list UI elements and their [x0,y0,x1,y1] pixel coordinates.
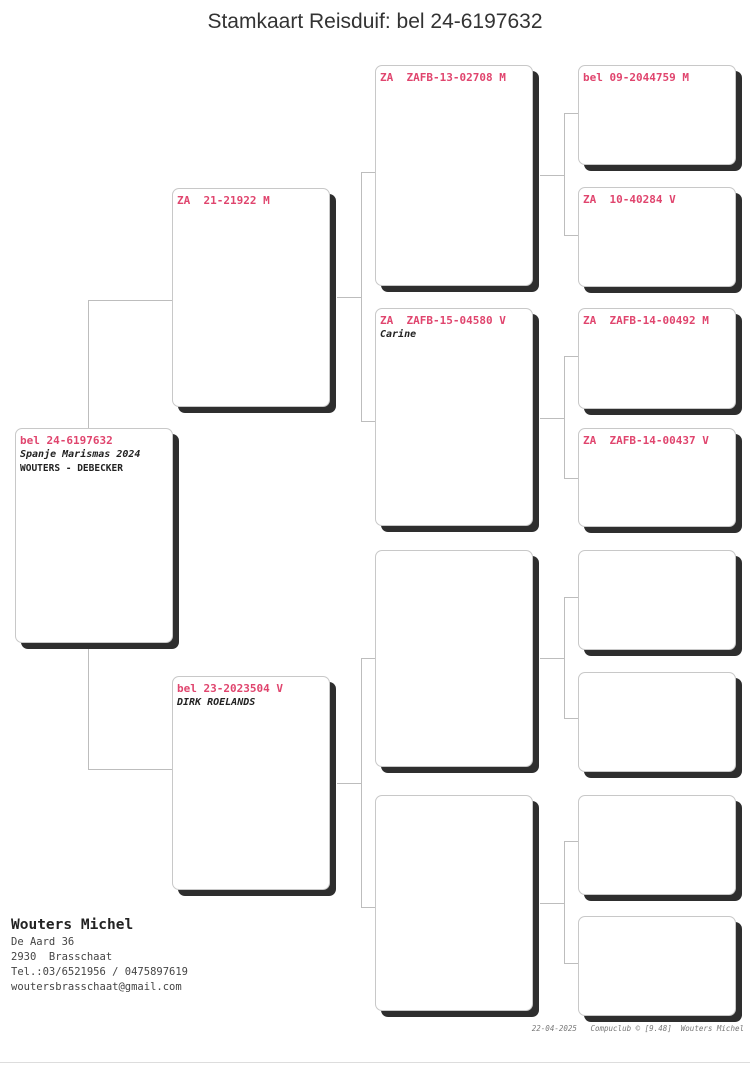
owner-block [11,915,188,995]
grandparent-ring: ZA ZAFB-13-02708 M [380,71,506,84]
connector-mother-branch [361,658,376,908]
card-grandparent-2[interactable] [375,308,533,526]
card-father[interactable] [172,188,330,407]
footer [532,1024,744,1033]
connector-father-branch [361,172,376,422]
connector-father [337,297,361,298]
card-great-grandparent-7[interactable] [578,795,736,895]
connector-gp2 [540,418,564,419]
great-grandparent-ring: ZA 10-40284 V [583,193,676,206]
bottom-divider [0,1062,750,1063]
connector-gp2-branch [564,356,579,479]
connector-mother [337,783,361,784]
card-subject[interactable] [15,428,173,643]
mother-name: DIRK ROELANDS [177,697,256,708]
great-grandparent-ring: bel 09-2044759 M [583,71,689,84]
mother-ring: bel 23-2023504 V [177,682,283,695]
connector-gp4 [540,903,564,904]
subject-race: Spanje Marismas 2024 [20,449,141,460]
great-grandparent-ring: ZA ZAFB-14-00437 V [583,434,709,447]
owner-phone: Tel.:03/6521956 / 0475897619 [11,966,189,978]
subject-breeder: WOUTERS - DEBECKER [20,463,123,474]
grandparent-ring: ZA ZAFB-15-04580 V [380,314,506,327]
great-grandparent-ring: ZA ZAFB-14-00492 M [583,314,709,327]
page-title: Stamkaart Reisduif: bel 24-6197632 [207,10,543,33]
card-mother[interactable] [172,676,330,890]
card-great-grandparent-8[interactable] [578,916,736,1016]
card-great-grandparent-5[interactable] [578,550,736,650]
card-great-grandparent-2[interactable] [578,187,736,287]
connector-gp3 [540,658,564,659]
card-grandparent-4[interactable] [375,795,533,1011]
owner-address: De Aard 36 [11,936,75,948]
card-grandparent-3[interactable] [375,550,533,767]
card-grandparent-1[interactable] [375,65,533,286]
card-great-grandparent-6[interactable] [578,672,736,772]
connector-gp1-branch [564,113,579,236]
connector-gp1 [540,175,564,176]
owner-email[interactable]: woutersbrasschaat@gmail.com [11,981,182,993]
footer-author: Wouters Michel [680,1024,744,1033]
connector-gp4-branch [564,841,579,964]
card-great-grandparent-1[interactable] [578,65,736,165]
card-great-grandparent-4[interactable] [578,428,736,527]
owner-name: Wouters Michel [11,917,134,933]
father-ring: ZA 21-21922 M [177,194,270,207]
connector-gp3-branch [564,597,579,719]
owner-city: 2930 Brasschaat [11,951,113,963]
footer-software: Compuclub © [9.48] [590,1024,672,1033]
card-great-grandparent-3[interactable] [578,308,736,409]
footer-date: 22-04-2025 [531,1024,577,1033]
subject-ring: bel 24-6197632 [20,434,113,447]
grandparent-name: Carine [380,329,417,340]
